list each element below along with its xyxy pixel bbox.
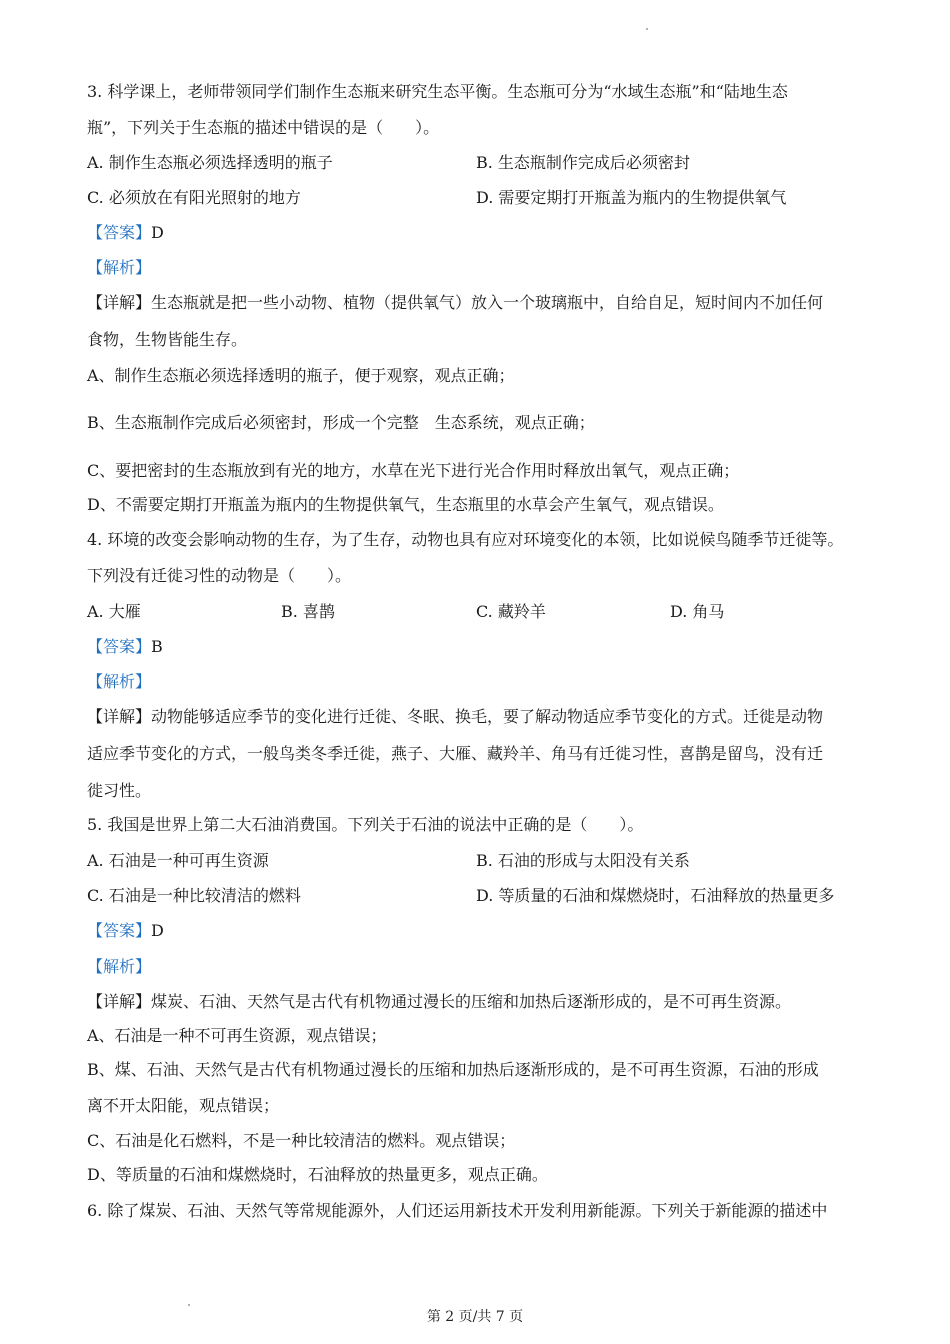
q3-explain-d: D、不需要定期打开瓶盖为瓶内的生物提供氧气，生态瓶里的水草会产生氧气，观点错误。 <box>87 495 724 514</box>
q4-stem-line-2: 下列没有迁徙习性的动物是（ ）。 <box>87 566 352 585</box>
q5-explain-a: A、石油是一种不可再生资源，观点错误； <box>87 1026 387 1045</box>
scan-dot <box>646 28 648 30</box>
q3-explain-a: A、制作生态瓶必须选择透明的瓶子，便于观察，观点正确； <box>87 366 515 385</box>
q3-stem-line-2: 瓶”，下列关于生态瓶的描述中错误的是（ ）。 <box>87 118 440 137</box>
q3-options-row-2 <box>87 187 887 209</box>
q4-option-c: C. 藏羚羊 <box>476 602 546 621</box>
q3-explain-c: C、要把密封的生态瓶放到有光的地方，水草在光下进行光合作用时释放出氧气，观点正确； <box>87 461 740 480</box>
q3-answer <box>87 222 164 244</box>
q3-detail-line-2: 食物，生物皆能生存。 <box>87 330 248 349</box>
q4-stem-line-1: 4. 环境的改变会影响动物的生存，为了生存，动物也具有应对环境变化的本领，比如说候鸟随季节迁徙等。 <box>87 530 844 549</box>
q5-detail-line-1 <box>87 991 791 1013</box>
q3-option-c: C. 必须放在有阳光照射的地方 <box>87 188 301 207</box>
q3-option-d: D. 需要定期打开瓶盖为瓶内的生物提供氧气 <box>476 188 787 207</box>
detail-text: 动物能够适应季节的变化进行迁徙、冬眠、换毛，要了解动物适应季节变化的方式。迁徙是动物 <box>151 707 824 726</box>
answer-tag: 【答案】 <box>87 921 152 940</box>
q3-option-a: A. 制作生态瓶必须选择透明的瓶子 <box>87 153 333 172</box>
q4-detail-line-1 <box>87 706 823 728</box>
q5-explain-c: C、石油是化石燃料，不是一种比较清洁的燃料。观点错误； <box>87 1131 516 1150</box>
answer-value: B <box>151 637 163 656</box>
q3-explain-b: B、生态瓶制作完成后必须密封，形成一个完整 生态系统，观点正确； <box>87 413 595 432</box>
detail-text: 煤炭、石油、天然气是古代有机物通过漫长的压缩和加热后逐渐形成的，是不可再生资源。 <box>151 992 792 1011</box>
answer-value: D <box>151 921 164 940</box>
q4-option-d: D. 角马 <box>670 602 725 621</box>
q4-detail-line-2: 适应季节变化的方式，一般鸟类冬季迁徙，燕子、大雁、藏羚羊、角马有迁徙习性，喜鹊是留鸟，没有迁 <box>87 744 824 763</box>
q3-detail-line-1 <box>87 292 823 314</box>
q5-option-a: A. 石油是一种可再生资源 <box>87 851 269 870</box>
q4-analysis-tag: 【解析】 <box>87 672 152 691</box>
q4-option-b: B. 喜鹊 <box>281 602 335 621</box>
q6-stem-line-1: 6. 除了煤炭、石油、天然气等常规能源外，人们还运用新技术开发利用新能源。下列关于新能源的描述中 <box>87 1201 828 1220</box>
q5-explain-d: D、等质量的石油和煤燃烧时，石油释放的热量更多，观点正确。 <box>87 1165 548 1184</box>
q5-answer <box>87 920 164 942</box>
answer-tag: 【答案】 <box>87 223 152 242</box>
q5-analysis-tag: 【解析】 <box>87 957 152 976</box>
q5-options-row-2 <box>87 885 887 907</box>
q5-explain-b-line-2: 离不开太阳能，观点错误； <box>87 1096 280 1115</box>
answer-tag: 【答案】 <box>87 637 152 656</box>
detail-tag: 【详解】 <box>87 992 152 1011</box>
answer-value: D <box>151 223 164 242</box>
q5-options-row-1 <box>87 850 887 872</box>
q3-stem-line-1: 3. 科学课上，老师带领同学们制作生态瓶来研究生态平衡。生态瓶可分为“水域生态瓶”和“陆地生态 <box>87 82 788 101</box>
q5-stem-line-1: 5. 我国是世界上第二大石油消费国。下列关于石油的说法中正确的是（ ）。 <box>87 815 644 834</box>
q5-option-c: C. 石油是一种比较清洁的燃料 <box>87 886 301 905</box>
detail-tag: 【详解】 <box>87 707 152 726</box>
q4-options-row <box>87 601 887 623</box>
detail-text: 生态瓶就是把一些小动物、植物（提供氧气）放入一个玻璃瓶中，自给自足，短时间内不加任何 <box>151 293 824 312</box>
q5-option-d: D. 等质量的石油和煤燃烧时，石油释放的热量更多 <box>476 886 835 905</box>
q5-option-b: B. 石油的形成与太阳没有关系 <box>476 851 690 870</box>
q3-option-b: B. 生态瓶制作完成后必须密封 <box>476 153 690 172</box>
q5-explain-b-line-1: B、煤、石油、天然气是古代有机物通过漫长的压缩和加热后逐渐形成的，是不可再生资源，石油的形成 <box>87 1060 819 1079</box>
page-footer: 第 2 页/共 7 页 <box>426 1309 524 1325</box>
q4-option-a: A. 大雁 <box>87 602 141 621</box>
detail-tag: 【详解】 <box>87 293 152 312</box>
q4-answer <box>87 636 163 658</box>
q3-analysis-tag: 【解析】 <box>87 258 152 277</box>
q3-options-row-1 <box>87 152 887 174</box>
q4-detail-line-3: 徙习性。 <box>87 781 152 800</box>
